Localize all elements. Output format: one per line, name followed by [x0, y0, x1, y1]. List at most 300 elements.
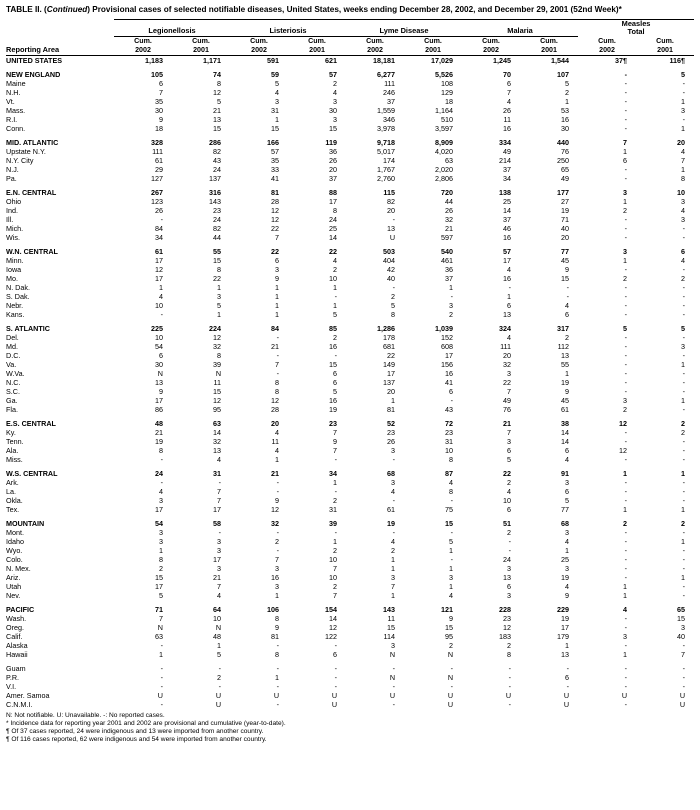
table-row [6, 197, 694, 206]
data-cell: 95 [213, 404, 222, 414]
table-row [6, 564, 694, 573]
data-cell: 21 [503, 418, 512, 428]
data-cell: - [682, 78, 686, 88]
data-cell: 2 [333, 495, 338, 505]
reporting-area-cell: Ky. [6, 427, 16, 437]
reporting-area-cell: Alaska [6, 640, 28, 650]
table-row [6, 215, 694, 224]
data-cell: - [334, 291, 338, 301]
data-cell: 1,544 [551, 55, 570, 65]
data-cell: 324 [499, 323, 512, 333]
data-cell: - [682, 445, 686, 455]
col-measles-cum-2001: Cum. 2001 [636, 37, 694, 56]
data-cell: 8 [217, 264, 222, 274]
data-cell: 12 [329, 622, 338, 632]
data-cell: 22 [503, 468, 512, 478]
table-row [6, 528, 694, 537]
data-cell: - [218, 681, 222, 691]
col-measles-cum-2002: Cum. 2002 [578, 37, 636, 56]
data-cell: 111 [384, 78, 396, 88]
data-cell: 68 [561, 518, 570, 528]
data-cell: 334 [499, 137, 512, 147]
data-cell: 8 [449, 454, 454, 464]
data-cell: 9 [565, 590, 570, 600]
data-cell: 14 [561, 427, 570, 437]
data-cell: 119 [325, 137, 338, 147]
table-row [6, 265, 694, 274]
data-cell: 20 [329, 164, 338, 174]
data-cell: 5 [159, 590, 163, 600]
reporting-area-cell: W.S. CENTRAL [6, 468, 58, 478]
data-cell: 2 [623, 205, 628, 215]
data-cell: 5 [217, 300, 222, 310]
data-cell: 10 [503, 495, 512, 505]
data-cell: - [334, 454, 338, 464]
table-row [6, 700, 694, 709]
data-cell: 12 [155, 264, 163, 274]
data-cell: 63 [213, 418, 222, 428]
data-cell: 32 [445, 214, 454, 224]
data-cell: - [682, 282, 686, 292]
data-cell: 3 [449, 300, 454, 310]
data-cell: 4 [391, 536, 396, 546]
data-cell: 2 [623, 518, 628, 528]
data-cell: 7 [217, 581, 222, 591]
data-cell: 81 [387, 404, 396, 414]
col-lyme-cum-2002: Cum. 2002 [346, 37, 404, 56]
data-cell: - [450, 554, 454, 564]
column-group-legionellosis: Legionellosis [114, 20, 230, 37]
data-cell: 3 [275, 563, 280, 573]
title-continued: Continued [46, 5, 88, 14]
table-row [6, 224, 694, 233]
table-row [6, 455, 694, 464]
data-cell: 17 [387, 368, 396, 378]
data-cell: 503 [383, 246, 396, 256]
data-cell: 116¶ [669, 55, 686, 65]
data-cell: 6 [159, 78, 163, 88]
data-cell: 9 [275, 273, 280, 283]
table-row [6, 333, 694, 342]
data-cell: - [566, 681, 570, 691]
table-row [6, 156, 694, 165]
col-listeriosis-cum-2002: Cum. 2002 [230, 37, 288, 56]
data-cell: 4 [565, 300, 570, 310]
data-cell: 179 [557, 631, 570, 641]
data-cell: 19 [561, 377, 570, 387]
table-body [6, 55, 694, 709]
data-cell: - [624, 699, 628, 709]
reporting-area-cell: Ohio [6, 196, 22, 206]
table-row [6, 233, 694, 242]
data-cell: 229 [557, 604, 570, 614]
data-cell: 6 [333, 377, 338, 387]
data-cell: 8 [217, 350, 222, 360]
col-listeriosis-cum-2001: Cum. 2001 [288, 37, 346, 56]
data-cell: 12 [271, 214, 280, 224]
reporting-area-cell: Minn. [6, 255, 24, 265]
data-cell: 12 [271, 205, 280, 215]
data-cell: 3 [275, 581, 280, 591]
data-cell: 7 [333, 590, 338, 600]
data-cell: 166 [267, 137, 280, 147]
data-cell: 15 [561, 273, 570, 283]
table-row [6, 70, 694, 79]
data-cell: 6 [565, 486, 570, 496]
data-cell: 5 [333, 309, 338, 319]
data-cell: 18 [445, 96, 454, 106]
data-cell: 81 [271, 187, 280, 197]
data-cell: 3 [217, 536, 222, 546]
table-row [6, 419, 694, 428]
table-row [6, 673, 694, 682]
data-cell: 3 [507, 436, 512, 446]
data-cell: 45 [561, 255, 570, 265]
data-cell: N [389, 672, 396, 682]
data-cell: - [624, 477, 628, 487]
data-cell: 1 [623, 146, 628, 156]
data-cell: 1 [275, 282, 280, 292]
data-cell: 328 [151, 137, 163, 147]
data-cell: - [508, 699, 512, 709]
data-cell: 22 [271, 246, 280, 256]
data-cell: - [682, 368, 686, 378]
table-row [6, 188, 694, 197]
data-cell: 1 [623, 649, 628, 659]
reporting-area-cell: D.C. [6, 350, 21, 360]
reporting-area-cell: Wis. [6, 232, 20, 242]
data-cell: 17 [155, 504, 163, 514]
data-cell: 14 [329, 613, 338, 623]
data-cell: - [392, 663, 396, 673]
data-cell: U [447, 690, 454, 700]
data-cell: - [508, 536, 512, 546]
data-cell: 3 [391, 640, 396, 650]
reporting-area-cell: Colo. [6, 554, 23, 564]
data-cell: 17 [329, 196, 338, 206]
data-cell: 1 [275, 291, 280, 301]
data-cell: - [624, 309, 628, 319]
data-cell: 1 [275, 300, 280, 310]
data-cell: 4 [333, 255, 338, 265]
data-cell: 1,164 [435, 105, 454, 115]
data-cell: - [450, 527, 454, 537]
data-cell: 346 [383, 114, 396, 124]
data-cell: - [624, 613, 628, 623]
data-cell: 24 [329, 214, 338, 224]
reporting-area-cell: Upstate N.Y. [6, 146, 46, 156]
data-cell: U [679, 699, 686, 709]
data-cell: 3 [159, 495, 163, 505]
reporting-area-cell: Nev. [6, 590, 21, 600]
data-cell: 2 [449, 309, 454, 319]
data-cell: 6 [507, 78, 512, 88]
data-cell: - [160, 454, 163, 464]
data-cell: 5 [217, 96, 222, 106]
data-cell: 4 [681, 255, 686, 265]
data-cell: 440 [557, 137, 570, 147]
data-cell: 5 [681, 69, 686, 79]
data-cell: 10 [213, 613, 222, 623]
data-cell: 77 [561, 504, 570, 514]
data-cell: 3 [507, 563, 512, 573]
data-cell: 23 [329, 418, 338, 428]
data-cell: 1 [333, 536, 338, 546]
data-cell: - [682, 404, 686, 414]
data-cell: 3 [507, 368, 512, 378]
data-cell: 149 [383, 359, 396, 369]
data-cell: 4 [507, 96, 512, 106]
footnote: ¶ Of 37 cases reported, 24 were indigenous and 13 were imported from another country. [6, 727, 264, 735]
data-cell: 5 [565, 78, 570, 88]
reporting-area-cell: Calif. [6, 631, 23, 641]
data-cell: - [682, 264, 686, 274]
data-cell: - [566, 291, 570, 301]
data-cell: 17 [561, 622, 570, 632]
reporting-area-cell: V.I. [6, 681, 17, 691]
data-cell: 9 [565, 386, 570, 396]
data-cell: - [682, 454, 686, 464]
table-row [6, 351, 694, 360]
data-cell: - [682, 436, 686, 446]
data-cell: 34 [503, 173, 512, 183]
data-cell: - [508, 282, 512, 292]
data-cell: - [160, 699, 163, 709]
reporting-area-cell: N.Y. City [6, 155, 34, 165]
data-cell: 8,909 [435, 137, 454, 147]
column-group-malaria: Malaria [462, 20, 578, 37]
data-cell: 41 [271, 173, 280, 183]
reporting-area-cell: Pa. [6, 173, 17, 183]
data-cell: - [392, 681, 396, 691]
data-cell: 9 [159, 114, 163, 124]
data-cell: 225 [151, 323, 163, 333]
reporting-area-cell: N.H. [6, 87, 21, 97]
data-cell: 14 [329, 232, 338, 242]
reporting-area-cell: Mo. [6, 273, 18, 283]
data-cell: 4 [565, 536, 570, 546]
data-cell: - [624, 232, 628, 242]
data-cell: 12 [619, 418, 628, 428]
data-cell: 2,760 [377, 173, 396, 183]
data-cell: 8 [391, 309, 396, 319]
data-cell: 3 [159, 536, 163, 546]
reporting-area-cell: NEW ENGLAND [6, 69, 61, 79]
data-cell: 1 [159, 649, 163, 659]
data-cell: 19 [561, 205, 570, 215]
data-cell: 137 [209, 173, 222, 183]
data-cell: 21 [213, 572, 222, 582]
reporting-area-cell: Hawaii [6, 649, 28, 659]
data-cell: 3 [217, 563, 222, 573]
data-cell: N [215, 368, 222, 378]
data-cell: 2 [565, 332, 570, 342]
data-cell: 1 [681, 164, 686, 174]
data-cell: 720 [441, 187, 454, 197]
data-cell: 4,020 [435, 146, 454, 156]
data-cell: 10 [329, 572, 338, 582]
data-cell: 7 [507, 87, 512, 97]
data-cell: 4 [159, 291, 163, 301]
data-cell: - [682, 545, 686, 555]
data-cell: 1 [681, 123, 686, 133]
data-cell: 7 [333, 563, 338, 573]
data-cell: 2 [681, 273, 686, 283]
data-cell: 17 [155, 395, 163, 405]
data-cell: 1 [391, 563, 396, 573]
data-cell: - [276, 350, 280, 360]
table-row [6, 537, 694, 546]
data-cell: 43 [213, 155, 222, 165]
table-row [6, 650, 694, 659]
data-cell: 29 [155, 164, 163, 174]
data-cell: 39 [329, 518, 338, 528]
data-cell: 4 [275, 87, 280, 97]
reporting-area-cell: Vt. [6, 96, 15, 106]
data-cell: 91 [561, 468, 570, 478]
data-cell: - [276, 486, 280, 496]
data-cell: 246 [383, 87, 396, 97]
data-cell: 286 [209, 137, 222, 147]
data-cell: 107 [557, 69, 570, 79]
data-cell: 1 [623, 590, 628, 600]
data-cell: - [276, 699, 280, 709]
footnote: N: Not notifiable. U: Unavailable. -: No reported cases. [6, 711, 165, 719]
data-cell: 72 [445, 418, 454, 428]
reporting-area-cell: Miss. [6, 454, 23, 464]
data-cell: 4 [565, 454, 570, 464]
data-cell: 22 [213, 273, 222, 283]
data-cell: - [450, 395, 454, 405]
data-cell: - [624, 368, 628, 378]
data-cell: - [334, 527, 338, 537]
data-cell: 1 [217, 282, 222, 292]
notifiable-diseases-table [6, 19, 694, 709]
data-cell: - [682, 87, 686, 97]
column-group-listeriosis: Listeriosis [230, 20, 346, 37]
data-cell: 4 [217, 590, 222, 600]
data-cell: N [447, 649, 454, 659]
data-cell: 37¶ [615, 55, 628, 65]
data-cell: - [624, 214, 628, 224]
reporting-area-cell: Fla. [6, 404, 18, 414]
data-cell: - [334, 486, 338, 496]
data-cell: 4 [217, 454, 222, 464]
data-cell: - [624, 164, 628, 174]
data-cell: - [682, 377, 686, 387]
data-cell: - [624, 545, 628, 555]
data-cell: 49 [503, 395, 512, 405]
data-cell: 65 [677, 604, 686, 614]
data-cell: 2 [217, 672, 222, 682]
data-cell: 61 [387, 504, 396, 514]
data-cell: 1 [333, 300, 338, 310]
data-cell: - [682, 486, 686, 496]
data-cell: 105 [151, 69, 163, 79]
table-row [6, 555, 694, 564]
data-cell: 1 [681, 504, 686, 514]
data-cell: - [624, 427, 628, 437]
data-cell: 1 [275, 309, 280, 319]
data-cell: 86 [155, 404, 163, 414]
data-cell: U [273, 690, 280, 700]
data-cell: 30 [561, 123, 570, 133]
data-cell: 7 [681, 155, 686, 165]
data-cell: 7 [391, 581, 396, 591]
data-cell: 39 [213, 359, 222, 369]
data-cell: 3 [507, 590, 512, 600]
data-cell: 32 [213, 436, 222, 446]
data-cell: 5 [623, 323, 628, 333]
data-cell: 32 [271, 518, 280, 528]
data-cell: 9,718 [377, 137, 396, 147]
data-cell: 4 [391, 486, 396, 496]
data-cell: 10 [155, 300, 163, 310]
data-cell: 3 [623, 631, 628, 641]
table-row [6, 147, 694, 156]
data-cell: 1,559 [377, 105, 396, 115]
data-cell: 54 [155, 518, 163, 528]
data-cell: 17 [213, 504, 222, 514]
data-cell: 21 [155, 427, 163, 437]
data-cell: 4 [507, 486, 512, 496]
data-cell: 156 [441, 359, 454, 369]
data-cell: 16 [329, 341, 338, 351]
data-cell: U [157, 690, 163, 700]
data-cell: 17 [445, 350, 454, 360]
data-cell: - [450, 681, 454, 691]
data-cell: - [334, 640, 338, 650]
data-cell: - [682, 640, 686, 650]
data-cell: 40 [561, 223, 570, 233]
data-cell: 15 [329, 359, 338, 369]
data-cell: - [624, 264, 628, 274]
table-row [6, 79, 694, 88]
data-cell: 16 [561, 114, 570, 124]
data-cell: 13 [561, 350, 570, 360]
data-cell: 6 [507, 445, 512, 455]
data-cell: 129 [441, 87, 454, 97]
data-cell: 24 [503, 554, 512, 564]
data-cell: 2,020 [435, 164, 454, 174]
data-cell: 1 [681, 96, 686, 106]
reporting-area-cell: N.C. [6, 377, 21, 387]
reporting-area-cell: Maine [6, 78, 26, 88]
data-cell: - [566, 663, 570, 673]
data-cell: 591 [267, 55, 280, 65]
data-cell: 510 [441, 114, 454, 124]
data-cell: 8 [159, 554, 163, 564]
data-cell: 19 [561, 613, 570, 623]
data-cell: 1 [333, 477, 338, 487]
data-cell: 4 [681, 146, 686, 156]
data-cell: 3 [681, 196, 686, 206]
data-cell: 58 [213, 518, 222, 528]
data-cell: 8 [507, 649, 512, 659]
data-cell: 2 [507, 477, 512, 487]
data-cell: 30 [155, 359, 163, 369]
data-cell: 3 [275, 96, 280, 106]
data-cell: 59 [271, 69, 280, 79]
data-cell: 1 [275, 672, 280, 682]
data-cell: 2 [159, 563, 163, 573]
data-cell: 14 [213, 427, 222, 437]
data-cell: - [334, 350, 338, 360]
column-group-lyme-disease: Lyme Disease [346, 20, 462, 37]
reporting-area-cell: S. ATLANTIC [6, 323, 50, 333]
table-row [6, 505, 694, 514]
reporting-area-cell: Mass. [6, 105, 26, 115]
